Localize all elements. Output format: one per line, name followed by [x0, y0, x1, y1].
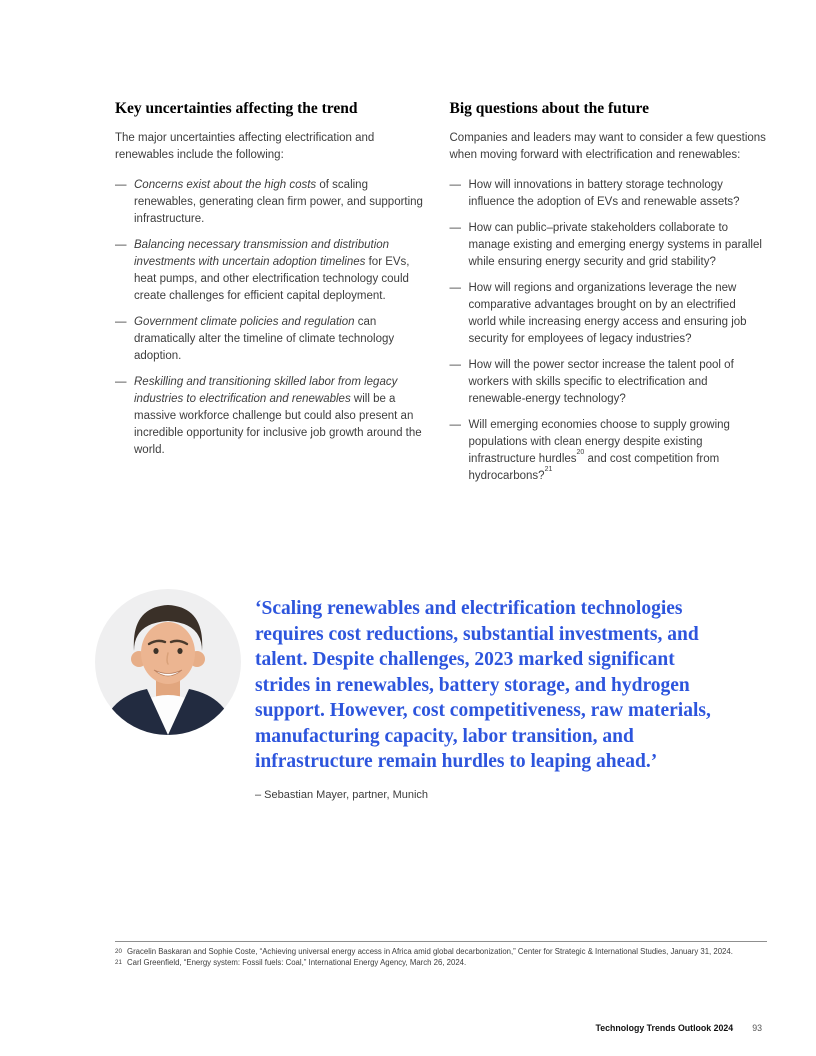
bullet-text: [134, 237, 432, 305]
bullet-text-part: and cost competition from hydrocarbons?: [468, 453, 720, 482]
pull-quote-content: [255, 589, 733, 802]
bullet-dash: —: [449, 359, 461, 371]
bullet-text-rest: can dramatically alter the timeline of climate technology adoption.: [134, 316, 395, 362]
footnote-number: 20: [115, 948, 122, 955]
page-number: 93: [752, 1023, 762, 1033]
portrait-illustration: [95, 589, 241, 735]
column-key-uncertainties: [115, 99, 432, 494]
bullet-text: How will innovations in battery storage technology influence the adoption of EVs and renewable assets?: [468, 179, 740, 208]
bullet-text-emphasis: Government climate policies and regulation: [134, 316, 355, 328]
bullet-text: How will regions and organizations leverage the new comparative advantages brought on by an electrified world while increasing energy access and ensuring job security for employees of legacy industries?: [468, 282, 747, 345]
footnote: [115, 958, 767, 969]
footnote: [115, 947, 767, 958]
footnote-ref-21: 21: [544, 466, 553, 474]
list-item: [450, 280, 767, 348]
bullet-dash: —: [115, 179, 127, 191]
footnote-number: 21: [115, 958, 122, 966]
section-heading-big-questions: Big questions about the future: [449, 100, 650, 117]
bullet-text: [134, 177, 432, 228]
list-item: [450, 177, 767, 211]
list-item: [450, 357, 767, 408]
list-item: [115, 374, 432, 459]
bullet-text: How will the power sector increase the talent pool of workers with skills specific to electrification and renewable-energy technology?: [468, 359, 734, 405]
list-item: [115, 314, 432, 365]
list-item: [450, 220, 767, 271]
bullet-text-emphasis: Balancing necessary transmission and distribution investments with uncertain adoption timelines: [134, 239, 390, 268]
bullet-dash: —: [449, 222, 461, 234]
portrait-photo: [95, 589, 241, 735]
document-title: Technology Trends Outlook 2024: [595, 1023, 734, 1033]
bullet-dash: —: [115, 376, 127, 388]
bullet-text-rest: for EVs, heat pumps, and other electrification technology could create challenges for efficient capital deployment.: [134, 256, 410, 302]
list-item: [115, 237, 432, 305]
bullet-text-rest: of scaling renewables, generating clean firm power, and supporting infrastructure.: [134, 179, 423, 225]
quote-attribution: – Sebastian Mayer, partner, Munich: [255, 788, 429, 801]
two-column-body: [115, 99, 766, 494]
column-big-questions: [450, 99, 767, 494]
bullet-text: [134, 374, 432, 459]
bullet-dash: —: [115, 239, 127, 251]
bullet-text: How can public–private stakeholders collaborate to manage existing and emerging energy systems in parallel while ensuring energy security and grid stability?: [468, 222, 762, 268]
page-footer: [596, 1023, 762, 1034]
list-item: [450, 417, 767, 485]
footnote-ref-20: 20: [576, 449, 585, 457]
pull-quote-section: [95, 589, 743, 802]
footnotes-section: [115, 941, 767, 968]
bullet-text-part: Will emerging economies choose to supply growing populations with clean energy despite existing infrastructure hurdles: [468, 419, 730, 465]
intro-paragraph: Companies and leaders may want to consider a few questions when moving forward with electrification and renewables:: [449, 132, 766, 161]
pull-quote-text: ‘Scaling renewables and electrification technologies requires cost reductions, substantial investments, and talent. Despite challenges, 2023 marked significant strides in renewables, battery storage, and hydrogen support. However, cost competitiveness, raw materials, manufacturing capacity, labor transition, and infrastructure remain hurdles to leaping ahead.’: [255, 598, 711, 772]
bullet-text-emphasis: Reskilling and transitioning skilled labor from legacy industries to electrification and renewables: [134, 376, 398, 405]
bullet-dash: —: [115, 316, 127, 328]
bullet-text-rest: will be a massive workforce challenge but could also present an incredible opportunity for inclusive job growth around the world.: [134, 393, 422, 456]
footnote-text: Gracelin Baskaran and Sophie Coste, “Achieving universal energy access in Africa amid global decarbonization,” Center for Strategic & International Studies, January 31, 2024.: [127, 947, 733, 956]
list-item: [115, 177, 432, 228]
bullet-dash: —: [449, 179, 461, 191]
intro-paragraph: The major uncertainties affecting electrification and renewables include the following:: [115, 132, 375, 161]
section-heading-key-uncertainties: Key uncertainties affecting the trend: [115, 100, 358, 117]
footnote-text: Carl Greenfield, “Energy system: Fossil fuels: Coal,” International Energy Agency, March 26, 2024.: [127, 957, 467, 967]
bullet-text: [134, 314, 432, 365]
bullet-text-emphasis: Concerns exist about the high costs: [134, 179, 317, 191]
bullet-dash: —: [449, 419, 461, 431]
bullet-dash: —: [449, 282, 461, 294]
bullet-text: [469, 417, 767, 485]
